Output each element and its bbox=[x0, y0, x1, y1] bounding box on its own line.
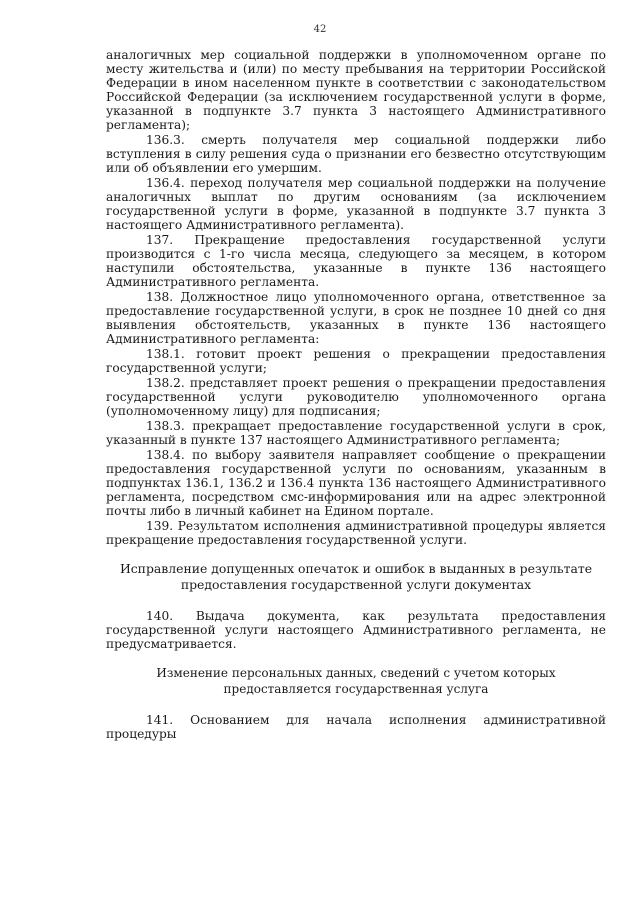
page-number: 42 bbox=[313, 24, 327, 35]
paragraph-136-4: 136.4. переход получателя мер социальной поддержки на получение аналогичных выплат по другим основаниям (за исключением государственной услуги в форме, указанной в подпункте 3.7 пункта 3 настоящего Административного регламента). bbox=[106, 176, 606, 232]
paragraph-136-3: 136.3. смерть получателя мер социальной поддержки либо вступления в силу решения суда о признании его безвестно отсутствующим или об объявлении его умершим. bbox=[106, 133, 606, 175]
paragraph-138-4: 138.4. по выбору заявителя направляет сообщение о прекращении предоставления государственной услуги по основаниям, указанным в подпунктах 136.1, 136.2 и 136.4 пункта 136 настоящего Административного регламента, посредством смс-информирования или на адрес электронной почты либо в личный кабинет на Едином портале. bbox=[106, 448, 606, 518]
paragraph-138-3: 138.3. прекращает предоставление государственной услуги в срок, указанный в пункте 137 настоящего Административного регламента; bbox=[106, 419, 606, 447]
section-heading-personal-data: Изменение персональных данных, сведений с учетом которых предоставляется государственная услуга bbox=[156, 666, 556, 696]
paragraph-137: 137. Прекращение предоставления государственной услуги производится с 1-го числа месяца, следующего за месяцем, в котором наступили обстоятельства, указанные в пункте 136 настоящего Административного регламента. bbox=[106, 233, 606, 289]
paragraph-continuation: аналогичных мер социальной поддержки в уполномоченном органе по месту жительства и (или) по месту пребывания на территории Российской Федерации в ином населенном пункте в соответствии с законодательством Российской Федерации (за исключением государственной услуги в форме, указанной в подпункте 3.7 пункта 3 настоящего Административного регламента); bbox=[106, 48, 606, 132]
document-body bbox=[106, 48, 606, 742]
paragraph-138: 138. Должностное лицо уполномоченного органа, ответственное за предоставление государственной услуги, в срок не позднее 10 дней со дня выявления обстоятельств, указанных в пункте 136 настоящего Административного регламента: bbox=[106, 290, 606, 346]
paragraph-138-2: 138.2. представляет проект решения о прекращении предоставления государственной услуги руководителю уполномоченного органа (уполномоченному лицу) для подписания; bbox=[106, 376, 606, 418]
paragraph-139: 139. Результатом исполнения административной процедуры является прекращение предоставления государственной услуги. bbox=[106, 519, 606, 547]
section-heading-corrections: Исправление допущенных опечаток и ошибок в выданных в результате предоставления государственной услуги документах bbox=[119, 561, 593, 592]
paragraph-140: 140. Выдача документа, как результата предоставления государственной услуги настоящего Административного регламента, не предусматривается. bbox=[106, 609, 606, 651]
paragraph-141: 141. Основанием для начала исполнения административной процедуры bbox=[106, 713, 606, 741]
paragraph-138-1: 138.1. готовит проект решения о прекращении предоставления государственной услуги; bbox=[106, 347, 606, 375]
